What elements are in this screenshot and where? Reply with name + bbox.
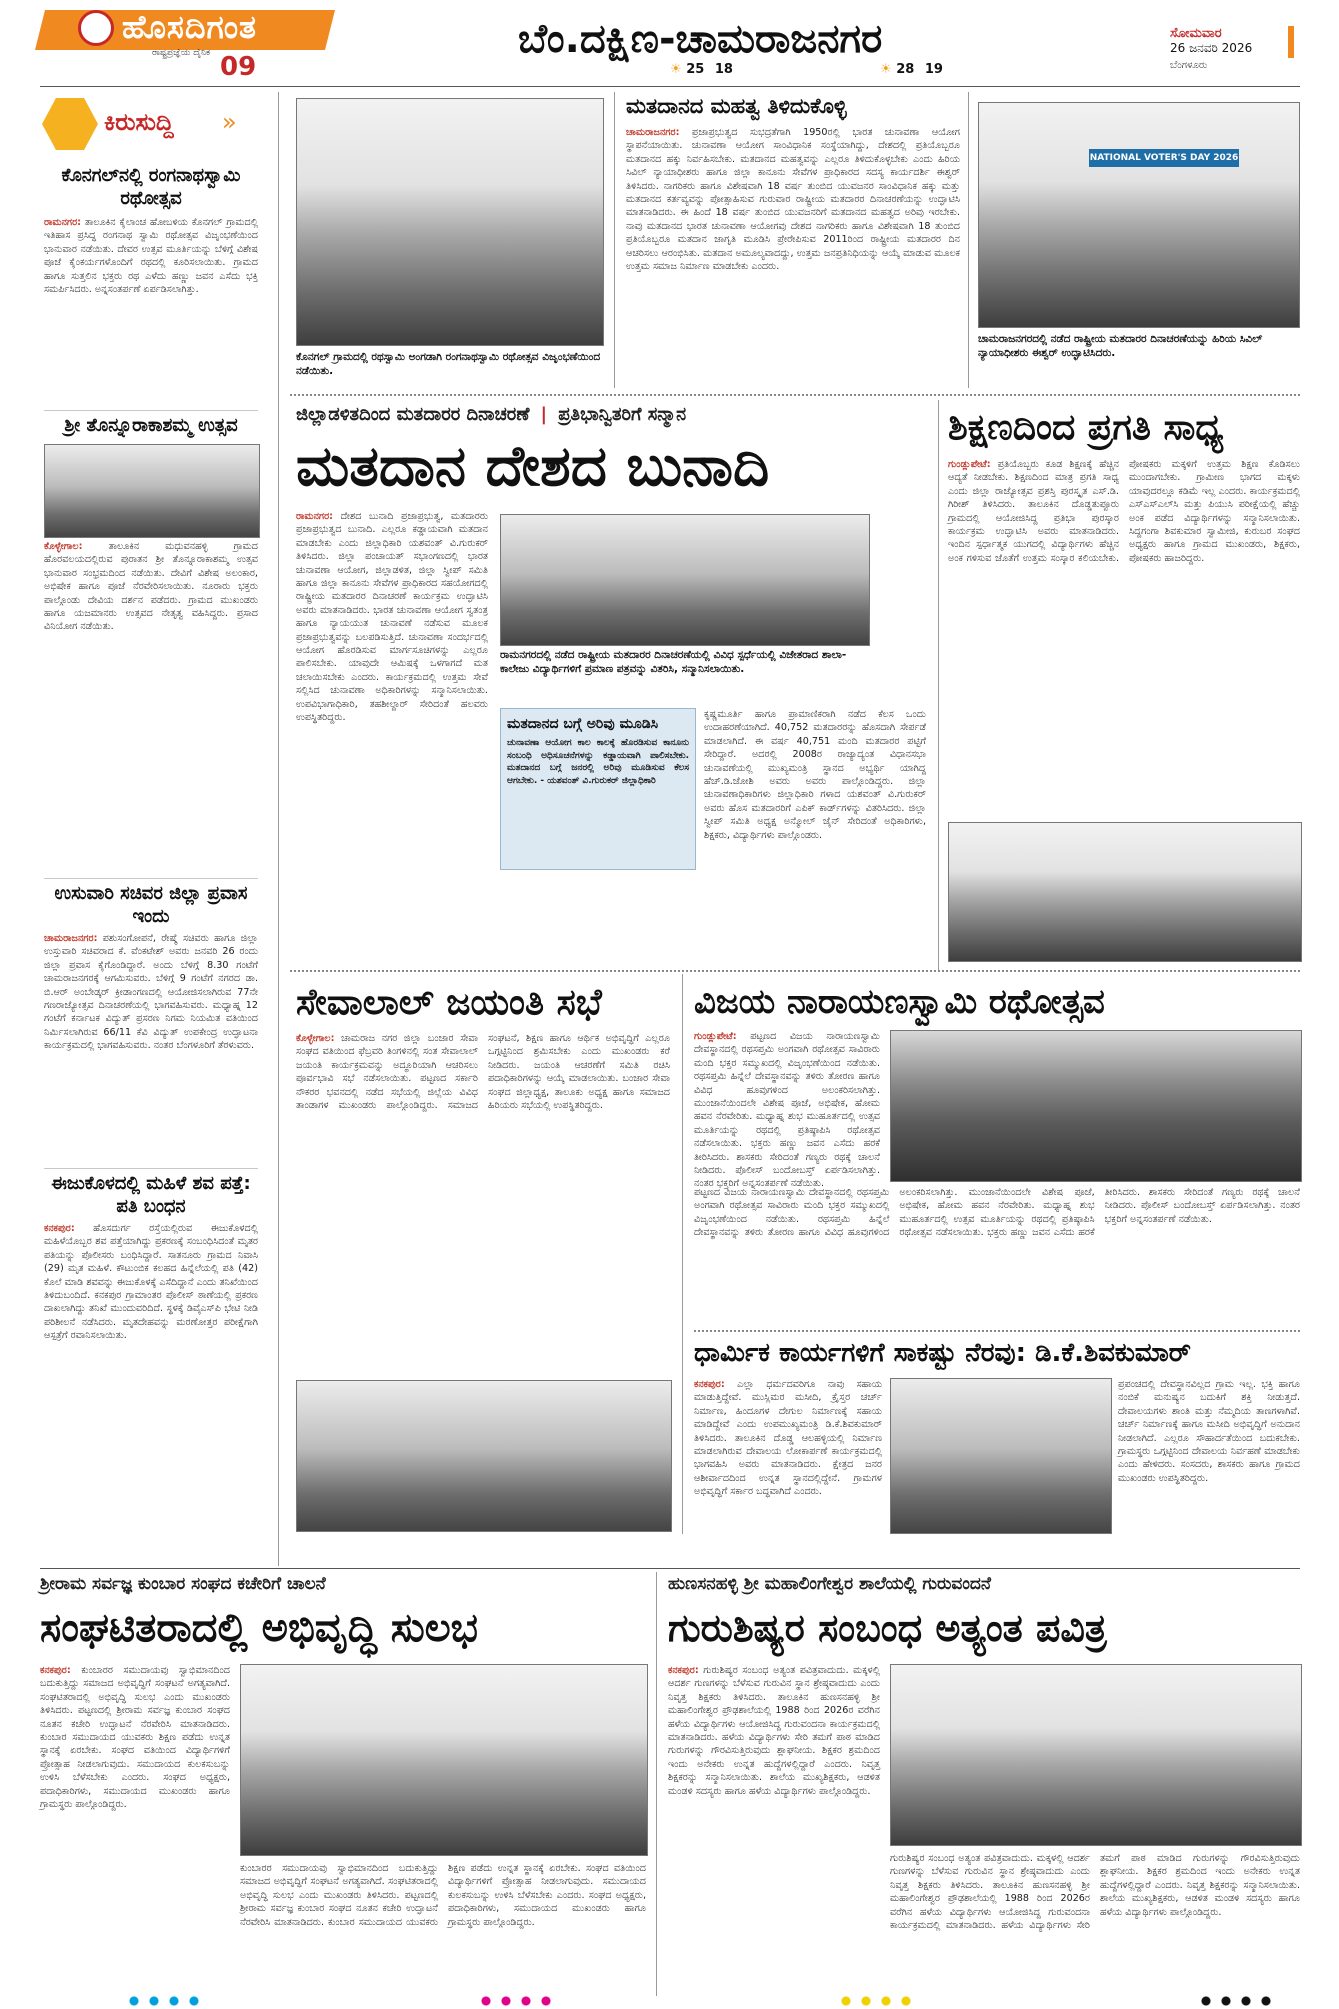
sun-cloud-icon: ☀	[880, 62, 892, 77]
lead-kicker	[296, 404, 926, 430]
lead-kicker-right: ಪ್ರತಿಭಾನ್ವಿತರಿಗೆ ಸನ್ಮಾನ	[558, 404, 687, 425]
voters-day-caption: ಚಾಮರಾಜನಗರದಲ್ಲಿ ನಡೆದ ರಾಷ್ಟ್ರೀಯ ಮತದಾರರ ದಿನಾಚರಣೆಯನ್ನು ಹಿರಿಯ ಸಿವಿಲ್ ನ್ಯಾಯಾಧೀಶರು ಈಶ್ವರ್ ಉದ್ಘಾಟಿಸಿದರು.	[978, 333, 1263, 359]
voters-day-photo	[978, 102, 1300, 328]
sidebar-divider	[44, 1168, 258, 1169]
masthead-divider	[40, 86, 1300, 87]
brief-dateline: ಚಾಮರಾಜನಗರ:	[44, 933, 98, 944]
section-label: ಕಿರುಸುದ್ದಿ	[104, 108, 174, 136]
sidebar-divider	[44, 878, 258, 879]
logo-block	[40, 4, 340, 82]
weather-max: 28	[896, 62, 915, 77]
info-box-text: ಚುನಾವಣಾ ಆಯೋಗ ಕಾಲ ಕಾಲಕ್ಕೆ ಹೊರಡಿಸುವ ಕಾನೂನು ಸಂಬಂಧಿ ಅಧಿಸೂಚನೆಗಳನ್ನು ಕಡ್ಡಾಯವಾಗಿ ಪಾಲಿಸಬೇಕು. ಮತದಾನದ ಬಗ್ಗೆ ಜನರಲ್ಲಿ ಅರಿವು ಮೂಡಿಸುವ ಕೆಲಸ ಆಗಬೇಕು. - ಯಶವಂತ್ ವಿ.ಗುರುಕರ್ ಜಿಲ್ಲಾಧಿಕಾರಿ	[507, 738, 689, 786]
kumbara-headline: ಸಂಘಟಿತರಾದಲ್ಲಿ ಅಭಿವೃದ್ಧಿ ಸುಲಭ	[40, 1605, 478, 1651]
section-badge	[42, 98, 252, 150]
sidebar-divider	[44, 410, 258, 411]
sevalal-text: ಚಾಮರಾಜ ನಗರ ಜಿಲ್ಲಾ ಬಂಜಾರ ಸೇವಾ ಸಂಘದ ವತಿಯಿಂದ ಫೆಬ್ರವರಿ ತಿಂಗಳಿನಲ್ಲಿ ಸಂತ ಸೇವಾಲಾಲ್ ಜಯಂತಿ ಕಾರ್ಯಕ್ರಮವನ್ನು ಅದ್ಧೂರಿಯಾಗಿ ಆಚರಿಸಲು ಪೂರ್ವಭಾವಿ ಸಭೆ ನಡೆಸಲಾಯಿತು. ಪಟ್ಟಣದ ಸರ್ಕಾರಿ ನೌಕರರ ಭವನದಲ್ಲಿ ನಡೆದ ಸಭೆಯಲ್ಲಿ ಜಿಲ್ಲೆಯ ವಿವಿಧ ತಾಂಡಾಗಳ ಮುಖಂಡರು ಪಾಲ್ಗೊಂಡಿದ್ದರು. ಸಮಾಜದ ಸಂಘಟನೆ, ಶಿಕ್ಷಣ ಹಾಗೂ ಆರ್ಥಿಕ ಅಭಿವೃದ್ಧಿಗೆ ಎಲ್ಲರೂ ಒಗ್ಗಟ್ಟಿನಿಂದ ಶ್ರಮಿಸಬೇಕು ಎಂದು ಮುಖಂಡರು ಕರೆ ನೀಡಿದರು. ಜಯಂತಿ ಆಚರಣೆಗೆ ಸಮಿತಿ ರಚಿಸಿ ಪದಾಧಿಕಾರಿಗಳನ್ನು ಆಯ್ಕೆ ಮಾಡಲಾಯಿತು. ಬಂಜಾರ ಸೇವಾ ಸಂಘದ ಜಿಲ್ಲಾಧ್ಯಕ್ಷ, ತಾಲೂಕು ಅಧ್ಯಕ್ಷ ಹಾಗೂ ಸಮಾಜದ ಹಿರಿಯರು ಸಭೆಯಲ್ಲಿ ಉಪಸ್ಥಿತರಿದ್ದರು.	[296, 1033, 670, 1112]
education-body	[948, 458, 1300, 814]
lead-body-left	[296, 510, 488, 962]
kumbara-dateline: ಕನಕಪುರ:	[40, 1665, 71, 1676]
sevalal-body	[296, 1032, 670, 1372]
article-body	[626, 126, 960, 386]
chariot-photo	[296, 98, 604, 346]
cmyk-dots	[476, 1996, 556, 2006]
brief-dateline: ರಾಮನಗರ:	[44, 217, 82, 228]
chariot-photo-caption: ಕೊನಗಲ್ ಗ್ರಾಮದಲ್ಲಿ ರಥಸ್ವಾಮಿ ಅಂಗಡಾಗಿ ರಂಗನಾಥಸ್ವಾಮಿ ರಥೋತ್ಸವ ವಿಜೃಂಭಣೆಯಿಂದ ನಡೆಯಿತು.	[296, 351, 601, 377]
column-rule	[938, 400, 939, 970]
vijaya-text: ಪಟ್ಟಣದ ವಿಜಯ ನಾರಾಯಣಸ್ವಾಮಿ ದೇವಸ್ಥಾನದಲ್ಲಿ ರಥಸಪ್ತಮಿ ಅಂಗವಾಗಿ ರಥೋತ್ಸವ ಸಾವಿರಾರು ಮಂದಿ ಭಕ್ತರ ಸಮ್ಮುಖದಲ್ಲಿ ವಿಜೃಂಭಣೆಯಿಂದ ನಡೆಯಿತು. ರಥಸಪ್ತಮಿ ಹಿನ್ನೆಲೆ ದೇವಸ್ಥಾನವನ್ನು ತಳಿರು ತೋರಣ ಹಾಗೂ ವಿವಿಧ ಹೂವುಗಳಿಂದ ಅಲಂಕರಿಸಲಾಗಿತ್ತು. ಮುಂಜಾನೆಯಿಂದಲೇ ವಿಶೇಷ ಪೂಜೆ, ಅಭಿಷೇಕ, ಹೋಮ ಹವನ ನೆರವೇರಿತು. ಮಧ್ಯಾಹ್ನ ಶುಭ ಮುಹೂರ್ತದಲ್ಲಿ ಉತ್ಸವ ಮೂರ್ತಿಯನ್ನು ರಥದಲ್ಲಿ ಪ್ರತಿಷ್ಠಾಪಿಸಿ ರಥೋತ್ಸವ ನಡೆಸಲಾಯಿತು. ಭಕ್ತರು ಹಣ್ಣು ಜವನ ಎಸೆದು ಹರಕೆ ತೀರಿಸಿದರು. ಶಾಸಕರು ಸೇರಿದಂತೆ ಗಣ್ಯರು ರಥಕ್ಕೆ ಚಾಲನೆ ನೀಡಿದರು. ಪೊಲೀಸ್ ಬಂದೋಬಸ್ತ್ ಏರ್ಪಡಿಸಲಾಗಿತ್ತು. ನಂತರ ಭಕ್ತರಿಗೆ ಅನ್ನಸಂತರ್ಪಣೆ ನಡೆಯಿತು.	[694, 1031, 880, 1190]
sevalal-photo	[296, 1380, 672, 1532]
vijaya-photo	[890, 1030, 1302, 1182]
section-divider	[694, 1330, 1300, 1332]
sun-cloud-icon: ☀	[670, 62, 682, 77]
guru-photo	[890, 1664, 1302, 1846]
city-label: ಬೆಂಗಳೂರು	[1170, 60, 1208, 71]
date-label: 26 ಜನವರಿ 2026	[1170, 41, 1253, 55]
brief-dateline: ಕನಕಪುರ:	[44, 1223, 75, 1234]
sidebar-rule	[278, 92, 279, 1566]
article-text: ಪ್ರಜಾಪ್ರಭುತ್ವದ ಸುಭದ್ರತೆಗಾಗಿ 1950ರಲ್ಲಿ ಭಾರತ ಚುನಾವಣಾ ಆಯೋಗ ಸ್ಥಾಪನೆಯಾಯಿತು. ಚುನಾವಣಾ ಆಯೋಗ ಸಾಂವಿಧಾನಿಕ ಸಂಸ್ಥೆಯಾಗಿದ್ದು, ದೇಶದಲ್ಲಿ ಪ್ರತಿಯೊಬ್ಬರೂ ಮತದಾನದ ಹಕ್ಕು ನಿರ್ವಹಿಸಬೇಕು. ಮತದಾನದ ಮಹತ್ವವನ್ನು ಎಲ್ಲರೂ ತಿಳಿದುಕೊಳ್ಳಬೇಕು ಎಂದು ಹಿರಿಯ ಸಿವಿಲ್ ನ್ಯಾಯಾಧೀಶರು ಹಾಗೂ ಜಿಲ್ಲಾ ಕಾನೂನು ಸೇವೆಗಳ ಪ್ರಾಧಿಕಾರದ ಸದಸ್ಯ ಕಾರ್ಯದರ್ಶಿ ಈಶ್ವರ್ ತಿಳಿಸಿದರು. ನಾಗರಿಕರು ಹಾಗೂ ವಿಶೇಷವಾಗಿ 18 ವರ್ಷ ತುಂಬಿದ ಯುವಜನರ ಸಾಂವಿಧಾನಿಕ ಹಕ್ಕು ಮತ್ತು ಮತದಾನದ ಕರ್ತವ್ಯವನ್ನು ಪೋತ್ಸಾಹಿಸುವ ಗುರುವಾರ ರಾಷ್ಟ್ರೀಯ ಮತದಾರರ ದಿನಾಚರಣೆಯನ್ನು ಉದ್ಘಾಟಿಸಿ ಮಾತನಾಡಿದರು. ಈ ಹಿಂದೆ 18 ವರ್ಷ ತುಂಬಿದ ಯುವಜನರಿಗೆ ಮತದಾನದ ಮಹತ್ವದ ಅರಿವು ಇರಬೇಕು. ನಾವು ಮತದಾನದ ಭಾರತ ಚುನಾವಣಾ ಆಯೋಗವು ದೇಶದ ನಾಗರಿಕರು ಹಾಗೂ ವಿಶೇಷವಾಗಿ 18 ತುಂಬಿದ ಪ್ರತಿಯೊಬ್ಬರೂ ಮತದಾನ ಜಾಗೃತಿ ಮೂಡಿಸಿ ಪ್ರೇರೇಪಿಸುವ 2011ರಿಂದ ರಾಷ್ಟ್ರೀಯ ಮತದಾರರ ದಿನ ಆಚರಿಸಲು ಆರಂಭಿಸಿತು. ಮತದಾನ ಅಮೂಲ್ಯವಾದದ್ದು, ಉತ್ತಮ ಜನಪ್ರತಿನಿಧಿಯನ್ನು ಆಯ್ಕೆ ಮಾಡುವ ಮೂಲಕ ಉತ್ತಮ ಸಮಾಜ ನಿರ್ಮಾಣ ಮಾಡಬೇಕು ಎಂದರು.	[626, 127, 960, 273]
kumbara-kicker: ಶ್ರೀರಾಮ ಸರ್ವಜ್ಞ ಕುಂಬಾರ ಸಂಘದ ಕಚೇರಿಗೆ ಚಾಲನೆ	[40, 1574, 326, 1594]
kumbara-body-bottom: ಕುಂಬಾರರ ಸಮುದಾಯವು ಸ್ವಾಭಿಮಾನದಿಂದ ಬದುಕುತ್ತಿದ್ದು ಸಮಾಜದ ಅಭಿವೃದ್ಧಿಗೆ ಸಂಘಟನೆ ಅಗತ್ಯವಾಗಿದೆ. ಸಂಘಟಿತರಾದಲ್ಲಿ ಅಭಿವೃದ್ಧಿ ಸುಲಭ ಎಂದು ಮುಖಂಡರು ತಿಳಿಸಿದರು. ಪಟ್ಟಣದಲ್ಲಿ ಶ್ರೀರಾಮ ಸರ್ವಜ್ಞ ಕುಂಬಾರ ಸಂಘದ ನೂತನ ಕಚೇರಿ ಉದ್ಘಾಟನೆ ನೆರವೇರಿಸಿ ಮಾತನಾಡಿದರು. ಕುಂಬಾರ ಸಮುದಾಯದ ಯುವಕರು ಶಿಕ್ಷಣ ಪಡೆದು ಉನ್ನತ ಸ್ಥಾನಕ್ಕೆ ಏರಬೇಕು. ಸಂಘದ ವತಿಯಿಂದ ವಿದ್ಯಾರ್ಥಿಗಳಿಗೆ ಪ್ರೋತ್ಸಾಹ ನೀಡಲಾಗುವುದು. ಸಮುದಾಯದ ಕುಲಕಸುಬನ್ನು ಉಳಿಸಿ ಬೆಳೆಸಬೇಕು ಎಂದರು. ಸಂಘದ ಅಧ್ಯಕ್ಷರು, ಪದಾಧಿಕಾರಿಗಳು, ಸಮುದಾಯದ ಮುಖಂಡರು ಹಾಗೂ ಗ್ರಾಮಸ್ಥರು ಪಾಲ್ಗೊಂಡಿದ್ದರು.	[240, 1863, 646, 1928]
brief-body	[44, 1222, 258, 1566]
sevalal-dateline: ಕೊಳ್ಳೇಗಾಲ:	[296, 1033, 335, 1044]
bottom-divider	[40, 1568, 1300, 1569]
education-dateline: ಗುಂಡ್ಲುಪೇಟೆ:	[948, 459, 991, 470]
lead-kicker-left: ಜಿಲ್ಲಾಡಳಿತದಿಂದ ಮತದಾರರ ದಿನಾಚರಣೆ	[296, 404, 530, 425]
brief-body	[44, 216, 258, 406]
education-text: ಪ್ರತಿಯೊಬ್ಬರು ಕೂಡ ಶಿಕ್ಷಣಕ್ಕೆ ಹೆಚ್ಚಿನ ಆದ್ಯತೆ ನೀಡಬೇಕು. ಶಿಕ್ಷಣದಿಂದ ಮಾತ್ರ ಪ್ರಗತಿ ಸಾಧ್ಯ ಎಂದು ಜಿಲ್ಲಾ ರಾಜ್ಯೋತ್ಸವ ಪ್ರಶಸ್ತಿ ಪುರಸ್ಕೃತ ಎಸ್.ಡಿ. ಗಿರೀಶ್ ತಿಳಿಸಿದರು. ತಾಲೂಕಿನ ದೊಡ್ಡತುಪ್ಪೂರು ಗ್ರಾಮದಲ್ಲಿ ಆಯೋಜಿಸಿದ್ದ ಪ್ರತಿಭಾ ಪುರಸ್ಕಾರ ಕಾರ್ಯಕ್ರಮ ಉದ್ಘಾಟಿಸಿ ಅವರು ಮಾತನಾಡಿದರು. ಇಂದಿನ ಸ್ಪರ್ಧಾತ್ಮಕ ಯುಗದಲ್ಲಿ ವಿದ್ಯಾರ್ಥಿಗಳು ಹೆಚ್ಚಿನ ಅಂಕ ಗಳಿಸುವ ಜೊತೆಗೆ ಉತ್ತಮ ಸಂಸ್ಕಾರ ಕಲಿಯಬೇಕು. ಪೋಷಕರು ಮಕ್ಕಳಿಗೆ ಉತ್ತಮ ಶಿಕ್ಷಣ ಕೊಡಿಸಲು ಮುಂದಾಗಬೇಕು. ಗ್ರಾಮೀಣ ಭಾಗದ ಮಕ್ಕಳು ಯಾವುದರಲ್ಲೂ ಕಡಿಮೆ ಇಲ್ಲ ಎಂದರು. ಕಾರ್ಯಕ್ರಮದಲ್ಲಿ ಎಸ್‌ಎಸ್‌ಎಲ್‌ಸಿ ಮತ್ತು ಪಿಯುಸಿ ಪರೀಕ್ಷೆಯಲ್ಲಿ ಹೆಚ್ಚು ಅಂಕ ಪಡೆದ ವಿದ್ಯಾರ್ಥಿಗಳನ್ನು ಸನ್ಮಾನಿಸಲಾಯಿತು. ಸಿದ್ದಗಂಗಾ ಶಿವಕುಮಾರ ಸ್ವಾಮೀಜಿ, ಕುರುಬರ ಸಂಘದ ಅಧ್ಯಕ್ಷರು ಹಾಗೂ ಗ್ರಾಮದ ಮುಖಂಡರು, ಶಿಕ್ಷಕರು, ಪೋಷಕರು ಹಾಜರಿದ್ದರು.	[948, 459, 1300, 564]
dk-text-left: ಎಲ್ಲಾ ಧರ್ಮದವರಿಗೂ ನಾವು ಸಹಾಯ ಮಾಡುತ್ತಿದ್ದೇವೆ. ಮುಸ್ಲಿಮರ ಮಸೀದಿ, ಕ್ರೈಸ್ತರ ಚರ್ಚ್ ನಿರ್ಮಾಣ, ಹಿಂದೂಗಳ ದೇಗುಲ ನಿರ್ಮಾಣಕ್ಕೆ ಸಹಾಯ ಮಾಡಿದ್ದೇವೆ ಎಂದು ಉಪಮುಖ್ಯಮಂತ್ರಿ ಡಿ.ಕೆ.ಶಿವಕುಮಾರ್ ತಿಳಿಸಿದರು. ತಾಲೂಕಿನ ದೊಡ್ಡ ಆಲಹಳ್ಳಿಯಲ್ಲಿ ನಿರ್ಮಾಣ ಮಾಡಲಾಗಿರುವ ದೇವಾಲಯ ಲೋಕಾರ್ಪಣೆ ಕಾರ್ಯಕ್ರಮದಲ್ಲಿ ಭಾಗವಹಿಸಿ ಅವರು ಮಾತನಾಡಿದರು. ಕ್ಷೇತ್ರದ ಜನರ ಆಶೀರ್ವಾದದಿಂದ ಉನ್ನತ ಸ್ಥಾನದಲ್ಲಿದ್ದೇನೆ. ಗ್ರಾಮಗಳ ಅಭಿವೃದ್ಧಿಗೆ ಸರ್ಕಾರ ಬದ್ಧವಾಗಿದೆ ಎಂದರು.	[694, 1379, 882, 1498]
page-number: 09	[220, 52, 257, 82]
article-title: ಮತದಾನದ ಮಹತ್ವ ತಿಳಿದುಕೊಳ್ಳಿ	[626, 94, 847, 118]
vijaya-body-col	[694, 1030, 880, 1190]
brief-dateline: ಕೊಳ್ಳೇಗಾಲ:	[44, 541, 83, 552]
lead-text: ದೇಶದ ಬುನಾದಿ ಪ್ರಜಾಪ್ರಭುತ್ವ, ಮತದಾರರು ಪ್ರಜಾಪ್ರಭುತ್ವದ ಬುನಾದಿ. ಎಲ್ಲರೂ ಕಡ್ಡಾಯವಾಗಿ ಮತದಾನ ಮಾಡಬೇಕು ಎಂದು ಜಿಲ್ಲಾಧಿಕಾರಿ ಯಶವಂತ್ ವಿ.ಗುರುಕರ್ ತಿಳಿಸಿದರು. ಜಿಲ್ಲಾ ಪಂಚಾಯತ್ ಸಭಾಂಗಣದಲ್ಲಿ ಭಾರತ ಚುನಾವಣಾ ಆಯೋಗ, ಜಿಲ್ಲಾಡಳಿತ, ಜಿಲ್ಲಾ ಸ್ವೀಪ್ ಸಮಿತಿ ಹಾಗೂ ಜಿಲ್ಲಾ ಕಾನೂನು ಸೇವೆಗಳ ಪ್ರಾಧಿಕಾರದ ಸಹಯೋಗದಲ್ಲಿ ರಾಷ್ಟ್ರೀಯ ಮತದಾರರ ದಿನಾಚರಣೆ ಕಾರ್ಯಕ್ರಮ ಉದ್ಘಾಟಿಸಿ ಅವರು ಮಾತನಾಡಿದರು. ಭಾರತ ಚುನಾವಣಾ ಆಯೋಗ ಸ್ವತಂತ್ರ ಹಾಗೂ ನ್ಯಾಯಯುತ ಚುನಾವಣೆ ನಡೆಸುವ ಮೂಲಕ ಪ್ರಜಾಪ್ರಭುತ್ವವನ್ನು ಬಲಪಡಿಸುತ್ತಿದೆ. ಚುನಾವಣಾ ಸಂದರ್ಭದಲ್ಲಿ ಆಯೋಗ ಹೊರಡಿಸುವ ಮಾರ್ಗಸೂಚಿಗಳನ್ನು ಎಲ್ಲರೂ ಪಾಲಿಸಬೇಕು. ಯಾವುದೇ ಆಮಿಷಕ್ಕೆ ಒಳಗಾಗದೆ ಮತ ಚಲಾಯಿಸಬೇಕು ಎಂದರು. ಕಾರ್ಯಕ್ರಮದಲ್ಲಿ ಉತ್ತಮ ಸೇವೆ ಸಲ್ಲಿಸಿದ ಚುನಾವಣಾ ಅಧಿಕಾರಿಗಳನ್ನು ಸನ್ಮಾನಿಸಲಾಯಿತು. ಉಪವಿಭಾಗಾಧಿಕಾರಿ, ತಹಶೀಲ್ದಾರ್ ಸೇರಿದಂತೆ ಹಲವರು ಉಪಸ್ಥಿತರಿದ್ದರು.	[296, 511, 488, 724]
day-label: ಸೋಮವಾರ	[1170, 26, 1222, 41]
brief-title: ಉಸುವಾರಿ ಸಚಿವರ ಜಿಲ್ಲಾ ಪ್ರವಾಸ ಇಂದು	[54, 883, 248, 927]
lead-body-right: ಕೃಷ್ಣಮೂರ್ತಿ ಹಾಗೂ ಪ್ರಾಮಾಣಿಕರಾಗಿ ನಡೆದ ಕೆಲಸ ಒಂದು ಉದಾಹರಣೆಯಾಗಿದೆ. 40,752 ಮತದಾರರನ್ನು ಹೊಸದಾಗಿ ಸೇರ್ಪಡೆ ಮಾಡಲಾಗಿದೆ. ಈ ವರ್ಷ 40,751 ಮಂದಿ ಮತದಾರರ ಪಟ್ಟಿಗೆ ಸೇರಿದ್ದಾರೆ. ಅದರಲ್ಲಿ 2008ರ ರಾಜ್ಯಾದ್ಯಂತ ವಿಧಾನಸಭಾ ಚುನಾವಣೆಯಲ್ಲಿ ಮುಖ್ಯಮಂತ್ರಿ ಸ್ಥಾನದ ಅಭ್ಯರ್ಥಿ ಯಾಗಿದ್ದ ಹೆಚ್.ಡಿ.ಜೋಶಿ ಅವರು ಅವರು ಪಾಲ್ಗೊಂಡಿದ್ದರು. ಜಿಲ್ಲಾ ಚುನಾವಣಾಧಿಕಾರಿಗಳು ಜಿಲ್ಲಾಧಿಕಾರಿ ಗಳಾದ ಯಶವಂತ್ ವಿ.ಗುರುಕರ್ ಅವರು ಹೊಸ ಮತದಾರರಿಗೆ ಎಪಿಕ್ ಕಾರ್ಡ್‌ಗಳನ್ನು ವಿತರಿಸಿದರು. ಜಿಲ್ಲಾ ಸ್ವೀಪ್ ಸಮಿತಿ ಅಧ್ಯಕ್ಷ ಅನ್ಮೋಲ್ ಜೈನ್ ಸೇರಿದಂತೆ ಅಧಿಕಾರಿಗಳು, ಶಿಕ್ಷಕರು, ವಿದ್ಯಾರ್ಥಿಗಳು ಪಾಲ್ಗೊಂಡರು.	[704, 709, 926, 841]
weather-min: 19	[924, 62, 943, 77]
brief-title: ಶ್ರೀ ತೊನ್ನೂರಾಕಾಶಮ್ಮ ಉತ್ಸವ	[64, 415, 238, 436]
vijaya-body-bottom: ಪಟ್ಟಣದ ವಿಜಯ ನಾರಾಯಣಸ್ವಾಮಿ ದೇವಸ್ಥಾನದಲ್ಲಿ ರಥಸಪ್ತಮಿ ಅಂಗವಾಗಿ ರಥೋತ್ಸವ ಸಾವಿರಾರು ಮಂದಿ ಭಕ್ತರ ಸಮ್ಮುಖದಲ್ಲಿ ವಿಜೃಂಭಣೆಯಿಂದ ನಡೆಯಿತು. ರಥಸಪ್ತಮಿ ಹಿನ್ನೆಲೆ ದೇವಸ್ಥಾನವನ್ನು ತಳಿರು ತೋರಣ ಹಾಗೂ ವಿವಿಧ ಹೂವುಗಳಿಂದ ಅಲಂಕರಿಸಲಾಗಿತ್ತು. ಮುಂಜಾನೆಯಿಂದಲೇ ವಿಶೇಷ ಪೂಜೆ, ಅಭಿಷೇಕ, ಹೋಮ ಹವನ ನೆರವೇರಿತು. ಮಧ್ಯಾಹ್ನ ಶುಭ ಮುಹೂರ್ತದಲ್ಲಿ ಉತ್ಸವ ಮೂರ್ತಿಯನ್ನು ರಥದಲ್ಲಿ ಪ್ರತಿಷ್ಠಾಪಿಸಿ ರಥೋತ್ಸವ ನಡೆಸಲಾಯಿತು. ಭಕ್ತರು ಹಣ್ಣು ಜವನ ಎಸೆದು ಹರಕೆ ತೀರಿಸಿದರು. ಶಾಸಕರು ಸೇರಿದಂತೆ ಗಣ್ಯರು ರಥಕ್ಕೆ ಚಾಲನೆ ನೀಡಿದರು. ಪೊಲೀಸ್ ಬಂದೋಬಸ್ತ್ ಏರ್ಪಡಿಸಲಾಗಿತ್ತು. ನಂತರ ಭಕ್ತರಿಗೆ ಅನ್ನಸಂತರ್ಪಣೆ ನಡೆಯಿತು.	[694, 1187, 1300, 1239]
brief-title: ಕೊನಗಲ್‌ನಲ್ಲಿ ರಂಗನಾಥಸ್ವಾಮಿ ರಥೋತ್ಸವ	[61, 165, 241, 209]
dk-dateline: ಕನಕಪುರ:	[694, 1379, 725, 1390]
cmyk-dots	[124, 1996, 204, 2006]
article-dateline: ಚಾಮರಾಜನಗರ:	[626, 127, 680, 138]
registration-marks	[0, 1994, 1339, 2008]
guru-text: ಗುರುಶಿಷ್ಯರ ಸಂಬಂಧ ಅತ್ಯಂತ ಪವಿತ್ರವಾದುದು. ಮಕ್ಕಳಲ್ಲಿ ಆದರ್ಶ ಗುಣಗಳನ್ನು ಬೆಳೆಸುವ ಗುರುವಿನ ಸ್ಥಾನ ಶ್ರೇಷ್ಠವಾದುದು ಎಂದು ನಿವೃತ್ತ ಶಿಕ್ಷಕರು ತಿಳಿಸಿದರು. ತಾಲೂಕಿನ ಹುಣಸನಹಳ್ಳಿ ಶ್ರೀ ಮಹಾಲಿಂಗೇಶ್ವರ ಪ್ರೌಢಶಾಲೆಯಲ್ಲಿ 1988 ರಿಂದ 2026ರ ವರೆಗಿನ ಹಳೆಯ ವಿದ್ಯಾರ್ಥಿಗಳು ಆಯೋಜಿಸಿದ್ದ ಗುರುವಂದನಾ ಕಾರ್ಯಕ್ರಮದಲ್ಲಿ ಮಾತನಾಡಿದರು. ಹಳೆಯ ವಿದ್ಯಾರ್ಥಿಗಳು ಸೇರಿ ತಮಗೆ ಪಾಠ ಮಾಡಿದ ಗುರುಗಳನ್ನು ಗೌರವಿಸುತ್ತಿರುವುದು ಶ್ಲಾಘನೀಯ. ಶಿಕ್ಷಕರ ಶ್ರಮದಿಂದ ಇಂದು ಅನೇಕರು ಉನ್ನತ ಹುದ್ದೆಗಳಲ್ಲಿದ್ದಾರೆ ಎಂದರು. ನಿವೃತ್ತ ಶಿಕ್ಷಕರನ್ನು ಸನ್ಮಾನಿಸಲಾಯಿತು. ಶಾಲೆಯ ಮುಖ್ಯಶಿಕ್ಷಕರು, ಆಡಳಿತ ಮಂಡಳಿ ಸದಸ್ಯರು ಹಾಗೂ ಹಳೆಯ ವಿದ್ಯಾರ್ಥಿಗಳು ಪಾಲ್ಗೊಂಡಿದ್ದರು.	[668, 1665, 880, 1797]
lead-dateline: ರಾಮನಗರ:	[296, 511, 334, 522]
dk-headline: ಧಾರ್ಮಿಕ ಕಾರ್ಯಗಳಿಗೆ ಸಾಕಷ್ಟು ನೆರವು: ಡಿ.ಕೆ.ಶಿವಕುಮಾರ್	[694, 1338, 1191, 1368]
brief-text: ತಾಲೂಕಿನ ಮಧುವನಹಳ್ಳಿ ಗ್ರಾಮದ ಹೊರವಲಯದಲ್ಲಿರುವ ಪುರಾತನ ಶ್ರೀ ತೊನ್ನೂರಾಕಾಶಮ್ಮ ಉತ್ಸವ ಭಾನುವಾರ ಸಂಭ್ರಮದಿಂದ ನಡೆಯಿತು. ದೇವಿಗೆ ವಿಶೇಷ ಅಲಂಕಾರ, ಅಭಿಷೇಕ ಹಾಗೂ ಪೂಜೆ ನೆರವೇರಿಸಲಾಯಿತು. ನೂರಾರು ಭಕ್ತರು ಪಾಲ್ಗೊಂಡು ದೇವಿಯ ದರ್ಶನ ಪಡೆದರು. ಗ್ರಾಮದ ಮುಖಂಡರು ಹಾಗೂ ಯಜಮಾನರು ಉತ್ಸವದ ನೇತೃತ್ವ ವಹಿಸಿದ್ದರು. ಪ್ರಸಾದ ವಿನಿಯೋಗ ನಡೆಯಿತು.	[44, 541, 258, 633]
kicker-separator: |	[540, 404, 548, 425]
guru-body-left	[668, 1664, 880, 1994]
cmyk-dots	[1196, 1996, 1276, 2006]
guru-dateline: ಕನಕಪುರ:	[668, 1665, 699, 1676]
weather-block-2	[880, 62, 960, 82]
brief-text: ಪಶುಸಂಗೋಪನೆ, ರೇಷ್ಮೆ ಸಚಿವರು ಹಾಗೂ ಜಿಲ್ಲಾ ಉಸ್ತುವಾರಿ ಸಚಿವರಾದ ಕೆ. ವೆಂಕಟೇಶ್ ಅವರು ಜನವರಿ 26 ರಂದು ಜಿಲ್ಲಾ ಪ್ರವಾಸ ಕೈಗೊಂಡಿದ್ದಾರೆ. ಅಂದು ಬೆಳಿಗ್ಗೆ 8.30 ಗಂಟೆಗೆ ಚಾಮರಾಜನಗರಕ್ಕೆ ಆಗಮಿಸುವರು. ಬೆಳಿಗ್ಗೆ 9 ಗಂಟೆಗೆ ನಗರದ ಡಾ. ಬಿ.ಆರ್ ಅಂಬೇಡ್ಕರ್ ಕ್ರೀಡಾಂಗಣದಲ್ಲಿ ಆಯೋಜಿಸಲಾಗಿರುವ 77ನೇ ಗಣರಾಜ್ಯೋತ್ಸವ ದಿನಾಚರಣೆಯಲ್ಲಿ ಭಾಗವಹಿಸುವರು. ಮಧ್ಯಾಹ್ನ 12 ಗಂಟೆಗೆ ಕರ್ನಾಟಕ ವಿದ್ಯುತ್ ಪ್ರಸರಣ ನಿಗಮ ನಿಯಮಿತ ವತಿಯಿಂದ ನಿರ್ಮಿಸಲಾಗಿರುವ 66/11 ಕೆವಿ ವಿದ್ಯುತ್ ಉಪಕೇಂದ್ರ ಉದ್ಘಾಟನಾ ಕಾರ್ಯಕ್ರಮದಲ್ಲಿ ಭಾಗವಹಿಸುವರು. ನಂತರ ಬೆಂಗಳೂರಿಗೆ ತೆರಳುವರು.	[44, 933, 258, 1052]
section-divider	[290, 394, 1300, 396]
guru-headline: ಗುರುಶಿಷ್ಯರ ಸಂಬಂಧ ಅತ್ಯಂತ ಪವಿತ್ರ	[668, 1606, 1107, 1650]
sevalal-headline: ಸೇವಾಲಾಲ್ ಜಯಂತಿ ಸಭೆ	[296, 982, 602, 1023]
dk-body-right: ಪ್ರಪಂಚದಲ್ಲಿ ದೇವಸ್ಥಾನವಿಲ್ಲದ ಗ್ರಾಮ ಇಲ್ಲ. ಭಕ್ತಿ ಹಾಗೂ ನಂಬಿಕೆ ಮನುಷ್ಯನ ಬದುಕಿಗೆ ಶಕ್ತಿ ನೀಡುತ್ತದೆ. ದೇವಾಲಯಗಳು ಶಾಂತಿ ಮತ್ತು ನೆಮ್ಮದಿಯ ತಾಣಗಳಾಗಿವೆ. ಚರ್ಚ್ ನಿರ್ಮಾಣಕ್ಕೆ ಹಾಗೂ ಮಸೀದಿ ಅಭಿವೃದ್ಧಿಗೆ ಅನುದಾನ ನೀಡಲಾಗಿದೆ. ಎಲ್ಲರೂ ಸೌಹಾರ್ದತೆಯಿಂದ ಬದುಕಬೇಕು. ಗ್ರಾಮಸ್ಥರು ಒಗ್ಗಟ್ಟಿನಿಂದ ದೇವಾಲಯ ನಿರ್ವಹಣೆ ಮಾಡಬೇಕು ಎಂದು ಹೇಳಿದರು. ಸಂಸದರು, ಶಾಸಕರು ಹಾಗೂ ಗ್ರಾಮದ ಮುಖಂಡರು ಉಪಸ್ಥಿತರಿದ್ದರು.	[1118, 1379, 1300, 1484]
info-box	[500, 708, 696, 870]
brief-text: ತಾಲೂಕಿನ ಕೈಲಾಂಚ ಹೋಬಳಿಯ ಕೊನಗಲ್ ಗ್ರಾಮದಲ್ಲಿ ಇತಿಹಾಸ ಪ್ರಸಿದ್ಧ ರಂಗನಾಥ ಸ್ವಾಮಿ ರಥೋತ್ಸವ ವಿಜೃಂಭಣೆಯಿಂದ ಭಾನುವಾರ ನಡೆಯಿತು. ದೇವರ ಉತ್ಸವ ಮೂರ್ತಿಯನ್ನು ಬೆಳಿಗ್ಗೆ ವಿಶೇಷ ಪೂಜೆ ಕೈಂಕರ್ಯಗಳೊಂದಿಗೆ ರಥದಲ್ಲಿ ಕೂರಿಸಲಾಯಿತು. ಗ್ರಾಮದ ಹಾಗೂ ಸುತ್ತಲಿನ ಭಕ್ತರು ರಥ ಎಳೆದು ಹಣ್ಣು ಜವನ ಎಸೆದು ಭಕ್ತಿ ಸಮರ್ಪಿಸಿದರು. ಅನ್ನಸಂತರ್ಪಣೆ ಏರ್ಪಡಿಸಲಾಗಿತ್ತು.	[44, 217, 258, 296]
edition-title: ಬೆಂ.ದಕ್ಷಿಣ-ಚಾಮರಾಜನಗರ	[518, 16, 883, 62]
chevron-icon: »	[222, 108, 237, 136]
vijaya-dateline: ಗುಂಡ್ಲುಪೇಟೆ:	[694, 1031, 737, 1042]
dk-body-left	[694, 1378, 882, 1532]
column-rule	[656, 1572, 657, 1996]
brief-photo	[44, 444, 260, 538]
info-box-title: ಮತದಾನದ ಬಗ್ಗೆ ಅರಿವು ಮೂಡಿಸಿ	[507, 716, 659, 732]
column-rule	[682, 974, 683, 1534]
dk-photo	[890, 1378, 1112, 1534]
column-rule	[614, 92, 615, 388]
brief-text: ಹೊಸದುರ್ಗ ರಸ್ತೆಯಲ್ಲಿರುವ ಈಜುಕೊಳದಲ್ಲಿ ಮಹಿಳೆಯೊಬ್ಬರ ಶವ ಪತ್ತೆಯಾಗಿದ್ದು ಪ್ರಕರಣಕ್ಕೆ ಸಂಬಂಧಿಸಿದಂತೆ ಮೃತರ ಪತಿಯನ್ನು ಪೊಲೀಸರು ಬಂಧಿಸಿದ್ದಾರೆ. ಸಾತನೂರು ಗ್ರಾಮದ ನಿವಾಸಿ (29) ಮೃತ ಮಹಿಳೆ. ಕೌಟುಂಬಿಕ ಕಲಹದ ಹಿನ್ನೆಲೆಯಲ್ಲಿ ಪತಿ (42) ಕೊಲೆ ಮಾಡಿ ಶವವನ್ನು ಈಜುಕೊಳಕ್ಕೆ ಎಸೆದಿದ್ದಾನೆ ಎಂದು ತನಿಖೆಯಿಂದ ತಿಳಿದುಬಂದಿದೆ. ಕನಕಪುರ ಗ್ರಾಮಾಂತರ ಪೊಲೀಸ್ ಠಾಣೆಯಲ್ಲಿ ಪ್ರಕರಣ ದಾಖಲಾಗಿದ್ದು ತನಿಖೆ ಮುಂದುವರಿದಿದೆ. ಸ್ಥಳಕ್ಕೆ ಡಿವೈಎಸ್‌ಪಿ ಭೇಟಿ ನೀಡಿ ಪರಿಶೀಲನೆ ನಡೆಸಿದರು. ಮೃತದೇಹವನ್ನು ಮರಣೋತ್ತರ ಪರೀಕ್ಷೆಗಾಗಿ ಆಸ್ಪತ್ರೆಗೆ ರವಾನಿಸಲಾಯಿತು.	[44, 1223, 258, 1342]
kumbara-text: ಕುಂಬಾರರ ಸಮುದಾಯವು ಸ್ವಾಭಿಮಾನದಿಂದ ಬದುಕುತ್ತಿದ್ದು ಸಮಾಜದ ಅಭಿವೃದ್ಧಿಗೆ ಸಂಘಟನೆ ಅಗತ್ಯವಾಗಿದೆ. ಸಂಘಟಿತರಾದಲ್ಲಿ ಅಭಿವೃದ್ಧಿ ಸುಲಭ ಎಂದು ಮುಖಂಡರು ತಿಳಿಸಿದರು. ಪಟ್ಟಣದಲ್ಲಿ ಶ್ರೀರಾಮ ಸರ್ವಜ್ಞ ಕುಂಬಾರ ಸಂಘದ ನೂತನ ಕಚೇರಿ ಉದ್ಘಾಟನೆ ನೆರವೇರಿಸಿ ಮಾತನಾಡಿದರು. ಕುಂಬಾರ ಸಮುದಾಯದ ಯುವಕರು ಶಿಕ್ಷಣ ಪಡೆದು ಉನ್ನತ ಸ್ಥಾನಕ್ಕೆ ಏರಬೇಕು. ಸಂಘದ ವತಿಯಿಂದ ವಿದ್ಯಾರ್ಥಿಗಳಿಗೆ ಪ್ರೋತ್ಸಾಹ ನೀಡಲಾಗುವುದು. ಸಮುದಾಯದ ಕುಲಕಸುಬನ್ನು ಉಳಿಸಿ ಬೆಳೆಸಬೇಕು ಎಂದರು. ಸಂಘದ ಅಧ್ಯಕ್ಷರು, ಪದಾಧಿಕಾರಿಗಳು, ಸಮುದಾಯದ ಮುಖಂಡರು ಹಾಗೂ ಗ್ರಾಮಸ್ಥರು ಪಾಲ್ಗೊಂಡಿದ್ದರು.	[40, 1665, 230, 1811]
hand-icon	[42, 98, 98, 150]
lead-photo-caption: ರಾಮನಗರದಲ್ಲಿ ನಡೆದ ರಾಷ್ಟ್ರೀಯ ಮತದಾರರ ದಿನಾಚರಣೆಯಲ್ಲಿ ವಿವಿಧ ಸ್ಪರ್ಧೆಯಲ್ಲಿ ವಿಜೇತರಾದ ಶಾಲಾ-ಕಾಲೇಜು ವಿದ್ಯಾರ್ಥಿಗಳಿಗೆ ಪ್ರಮಾಣ ಪತ್ರವನ್ನು ವಿತರಿಸಿ, ಸನ್ಮಾನಿಸಲಾಯಿತು.	[500, 649, 847, 675]
weather-max: 25	[686, 62, 705, 77]
voters-day-banner: NATIONAL VOTER'S DAY 2026	[1089, 149, 1239, 167]
cmyk-dots	[836, 1996, 916, 2006]
kumbara-photo	[240, 1664, 648, 1856]
weather-block-1	[670, 62, 750, 82]
masthead-accent-bar	[1288, 26, 1294, 58]
weather-min: 18	[714, 62, 733, 77]
brief-title: ಈಜುಕೊಳದಲ್ಲಿ ಮಹಿಳೆ ಶವ ಪತ್ತೆ: ಪತಿ ಬಂಧನ	[51, 1173, 251, 1217]
masthead	[0, 0, 1339, 84]
logo-text: ಹೊಸದಿಗಂತ	[122, 8, 257, 46]
lead-headline: ಮತದಾನ ದೇಶದ ಬುನಾದಿ	[296, 434, 770, 499]
kumbara-body-left	[40, 1664, 230, 1994]
vijaya-headline: ವಿಜಯ ನಾರಾಯಣಸ್ವಾಮಿ ರಥೋತ್ಸವ	[694, 982, 1105, 1022]
lead-photo	[500, 514, 870, 646]
education-photo	[948, 822, 1302, 962]
guru-body-bottom: ಗುರುಶಿಷ್ಯರ ಸಂಬಂಧ ಅತ್ಯಂತ ಪವಿತ್ರವಾದುದು. ಮಕ್ಕಳಲ್ಲಿ ಆದರ್ಶ ಗುಣಗಳನ್ನು ಬೆಳೆಸುವ ಗುರುವಿನ ಸ್ಥಾನ ಶ್ರೇಷ್ಠವಾದುದು ಎಂದು ನಿವೃತ್ತ ಶಿಕ್ಷಕರು ತಿಳಿಸಿದರು. ತಾಲೂಕಿನ ಹುಣಸನಹಳ್ಳಿ ಶ್ರೀ ಮಹಾಲಿಂಗೇಶ್ವರ ಪ್ರೌಢಶಾಲೆಯಲ್ಲಿ 1988 ರಿಂದ 2026ರ ವರೆಗಿನ ಹಳೆಯ ವಿದ್ಯಾರ್ಥಿಗಳು ಆಯೋಜಿಸಿದ್ದ ಗುರುವಂದನಾ ಕಾರ್ಯಕ್ರಮದಲ್ಲಿ ಮಾತನಾಡಿದರು. ಹಳೆಯ ವಿದ್ಯಾರ್ಥಿಗಳು ಸೇರಿ ತಮಗೆ ಪಾಠ ಮಾಡಿದ ಗುರುಗಳನ್ನು ಗೌರವಿಸುತ್ತಿರುವುದು ಶ್ಲಾಘನೀಯ. ಶಿಕ್ಷಕರ ಶ್ರಮದಿಂದ ಇಂದು ಅನೇಕರು ಉನ್ನತ ಹುದ್ದೆಗಳಲ್ಲಿದ್ದಾರೆ ಎಂದರು. ನಿವೃತ್ತ ಶಿಕ್ಷಕರನ್ನು ಸನ್ಮಾನಿಸಲಾಯಿತು. ಶಾಲೆಯ ಮುಖ್ಯಶಿಕ್ಷಕರು, ಆಡಳಿತ ಮಂಡಳಿ ಸದಸ್ಯರು ಹಾಗೂ ಹಳೆಯ ವಿದ್ಯಾರ್ಥಿಗಳು ಪಾಲ್ಗೊಂಡಿದ್ದರು.	[890, 1853, 1300, 1932]
column-rule	[968, 92, 969, 388]
logo-emblem-icon	[78, 10, 114, 46]
date-block	[1170, 26, 1300, 86]
sidebar	[36, 92, 262, 1566]
guru-kicker: ಹುಣಸನಹಳ್ಳಿ ಶ್ರೀ ಮಹಾಲಿಂಗೇಶ್ವರ ಶಾಲೆಯಲ್ಲಿ ಗುರುವಂದನೆ	[668, 1574, 991, 1594]
section-divider	[290, 970, 1300, 972]
logo-tagline: ರಾಷ್ಟ್ರಪ್ರಜ್ಞೆಯ ದೈನಿಕ	[152, 48, 211, 58]
education-headline: ಶಿಕ್ಷಣದಿಂದ ಪ್ರಗತಿ ಸಾಧ್ಯ	[948, 407, 1224, 448]
